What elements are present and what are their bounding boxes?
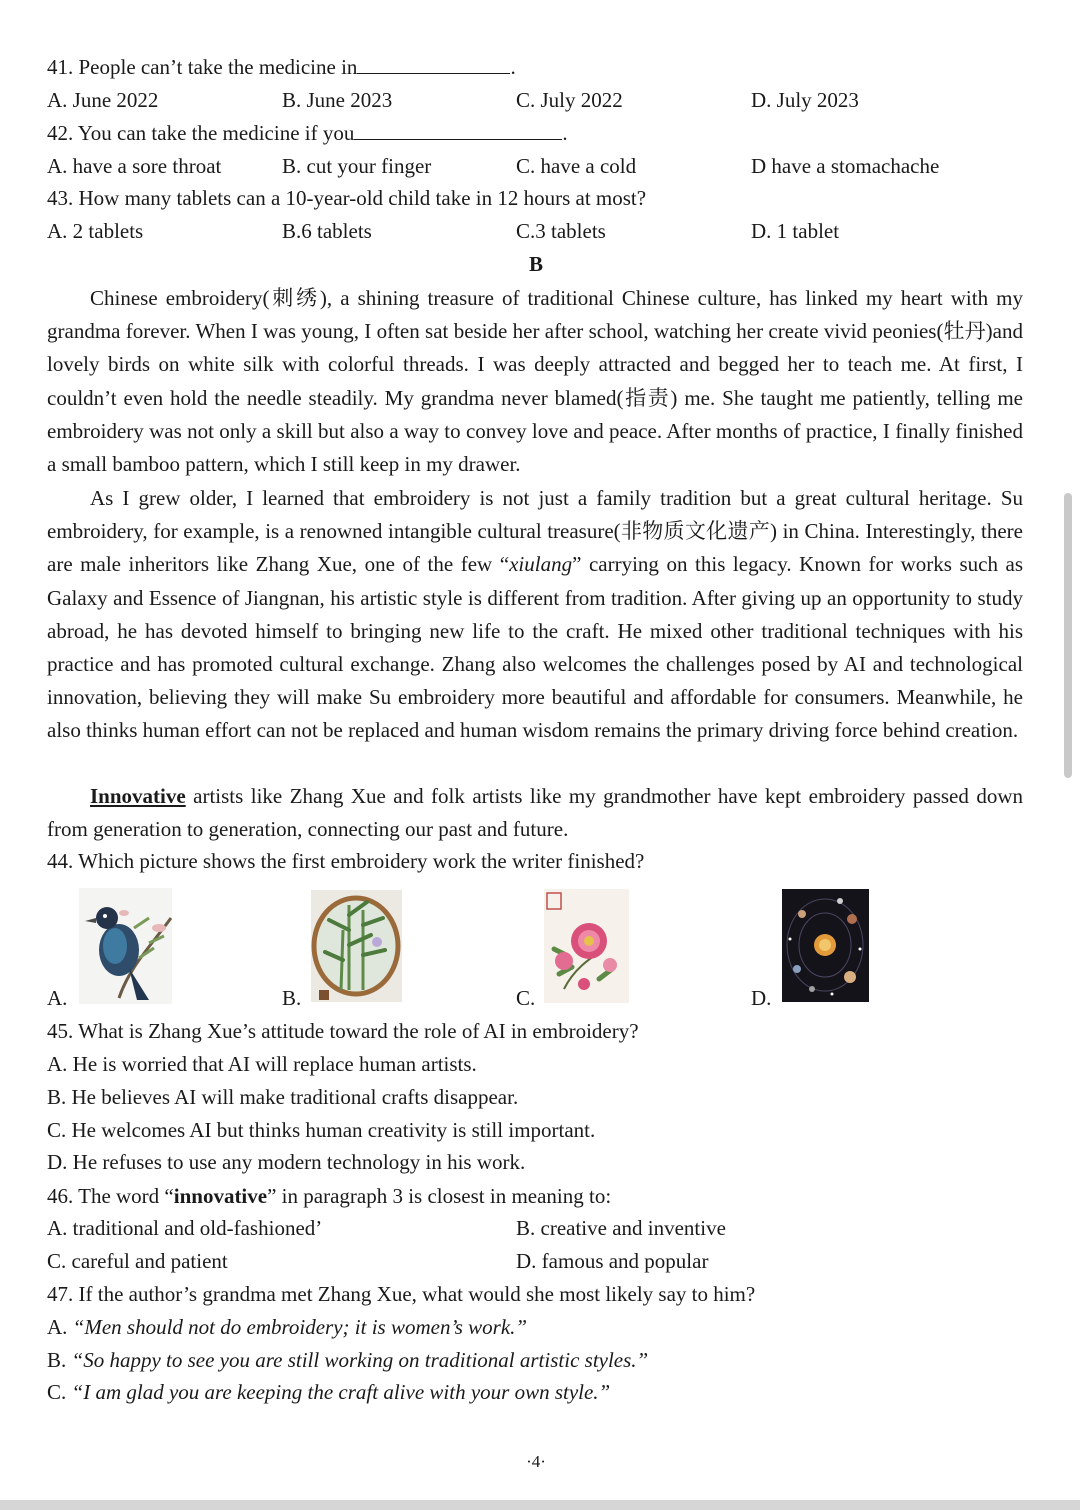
q44-label-b: B. <box>282 986 302 1010</box>
question-43-stem: 43. How many tablets can a 10-year-old child take in 12 hours at most? <box>47 186 647 210</box>
option-letter: A. <box>47 1315 73 1339</box>
q46-option-a: A. traditional and old-fashioned’ <box>47 1216 323 1240</box>
answer-blank <box>357 55 510 74</box>
option-letter: C. <box>47 1380 72 1404</box>
paragraph-3-rest: artists like Zhang Xue and folk artists like my grandmother have kept embroidery passed down from generation to generation, connecting our past and future. <box>47 784 1023 842</box>
q45-option-d: D. He refuses to use any modern technology in his work. <box>47 1150 526 1174</box>
q45-option-c: C. He welcomes AI but thinks human creativity is still important. <box>47 1118 596 1142</box>
option-letter: B. <box>47 1348 72 1372</box>
option-text: “Men should not do embroidery; it is women’s work.” <box>72 1315 528 1339</box>
scrollbar[interactable] <box>1064 493 1072 778</box>
bird-embroidery-picture <box>79 888 172 1004</box>
question-41 <box>47 55 516 79</box>
q44-label-d: D. <box>751 986 772 1010</box>
question-45-stem: 45. What is Zhang Xue’s attitude toward the role of AI in embroidery? <box>47 1019 639 1043</box>
q41-option-c: C. July 2022 <box>516 88 623 112</box>
page-number: ·4· <box>526 1452 546 1471</box>
question-42 <box>47 121 568 145</box>
q46-stem-end: ” in paragraph 3 is closest in meaning to: <box>267 1184 612 1208</box>
q44-label-c: C. <box>516 986 536 1010</box>
passage-paragraph-2 <box>47 482 1023 748</box>
q46-keyword: innovative <box>173 1184 268 1208</box>
question-42-end: . <box>562 121 568 145</box>
q43-option-a: A. 2 tablets <box>47 219 144 243</box>
q43-option-d: D. 1 tablet <box>751 219 840 243</box>
option-text: “So happy to see you are still working on traditional artistic styles.” <box>71 1348 649 1372</box>
q43-option-c: C.3 tablets <box>516 219 606 243</box>
question-44-stem: 44. Which picture shows the first embroidery work the writer finished? <box>47 849 645 873</box>
q47-option-a <box>47 1315 527 1339</box>
paragraph-2-part-1: As I grew older, I learned that embroidery is not just a family tradition but a great cultural heritage. Su embroidery, for example, is a renowned intangible cultural treasure(非物质文化遗产) in China. Interestingly, there are male inheritors like Zhang Xue, one of the few “ <box>47 486 1023 577</box>
q46-option-b: B. creative and inventive <box>516 1216 726 1240</box>
bottom-bar <box>0 1500 1080 1510</box>
passage-paragraph-1: Chinese embroidery(刺绣), a shining treasure of traditional Chinese culture, has linked my heart with my grandma forever. When I was young, I often sat beside her after school, watching her create vivid peonies(牡丹)and lovely birds on white silk with colorful threads. I was deeply attracted and begged her to teach me. At first, I couldn’t even hold the needle steadily. My grandma never blamed(指责) me. She taught me patiently, telling me embroidery was not only a skill but also a way to convey love and peace. After months of practice, I finally finished a small bamboo pattern, which I still keep in my drawer. <box>47 286 1023 477</box>
question-41-end: . <box>510 55 516 79</box>
q47-option-c <box>47 1380 610 1404</box>
bamboo-embroidery-picture <box>311 890 402 1002</box>
q42-option-d: D have a stomachache <box>751 154 940 178</box>
option-text: “I am glad you are keeping the craft alive with your own style.” <box>71 1380 611 1404</box>
question-42-stem: 42. You can take the medicine if you <box>47 121 355 145</box>
question-47-stem: 47. If the author’s grandma met Zhang Xue, what would she most likely say to him? <box>47 1282 756 1306</box>
q46-stem-start: 46. The word “ <box>47 1184 174 1208</box>
q45-option-b: B. He believes AI will make traditional crafts disappear. <box>47 1085 519 1109</box>
question-46-stem <box>47 1184 611 1208</box>
galaxy-embroidery-picture <box>782 889 869 1002</box>
paragraph-2-italic-term: xiulang <box>509 552 573 577</box>
paragraph-2-part-2: ” carrying on this legacy. Known for works such as Galaxy and Essence of Jiangnan, his artistic style is different from tradition. After giving up an opportunity to study abroad, he has devoted himself to bringing new life to the craft. He mixed other traditional techniques with his practice and has promoted cultural exchange. Zhang also welcomes the challenges posed by AI and technological innovation, believing they will make Su embroidery more beautiful and affordable for consumers. Meanwhile, he also thinks human effort can not be replaced and human wisdom remains the primary driving force behind creation. <box>47 552 1023 743</box>
q41-option-b: B. June 2023 <box>282 88 393 112</box>
q42-option-b: B. cut your finger <box>282 154 432 178</box>
q46-option-d: D. famous and popular <box>516 1249 709 1273</box>
question-41-stem: 41. People can’t take the medicine in <box>47 55 358 79</box>
q46-option-c: C. careful and patient <box>47 1249 228 1273</box>
q41-option-d: D. July 2023 <box>751 88 859 112</box>
q43-option-b: B.6 tablets <box>282 219 372 243</box>
passage-paragraph-3 <box>47 780 1023 846</box>
q44-label-a: A. <box>47 986 68 1010</box>
q42-option-a: A. have a sore throat <box>47 154 222 178</box>
peony-embroidery-picture <box>544 889 629 1003</box>
underlined-word: Innovative <box>90 784 186 808</box>
q47-option-b <box>47 1348 648 1372</box>
q42-option-c: C. have a cold <box>516 154 637 178</box>
q41-option-a: A. June 2022 <box>47 88 159 112</box>
q45-option-a: A. He is worried that AI will replace human artists. <box>47 1052 477 1076</box>
section-title: B <box>528 252 543 276</box>
answer-blank <box>354 121 562 140</box>
